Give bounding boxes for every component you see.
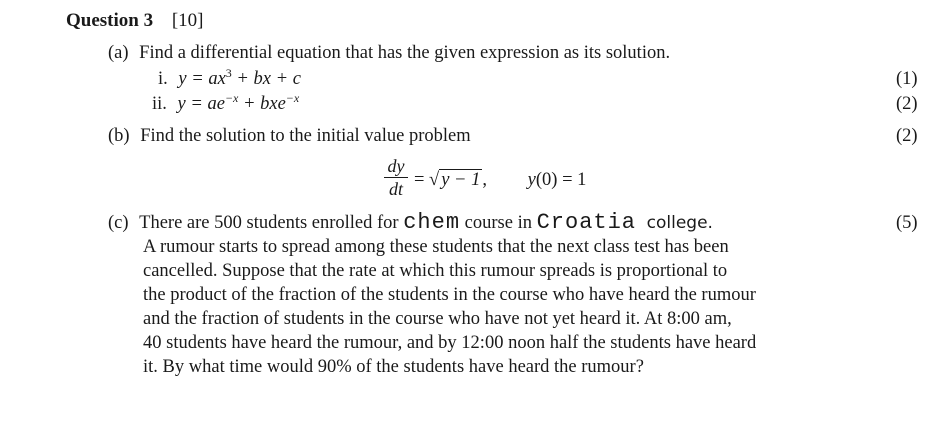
question-title: Question 3 xyxy=(66,10,154,31)
question-total-marks: [10] xyxy=(171,10,204,31)
part-a-item-1-marks: (1) xyxy=(896,69,918,89)
part-c-line-5: and the fraction of students in the course who have not yet heard it. At 8:00 am, xyxy=(143,309,732,329)
initial-value-equation: = √ y − 1 , y(0) = 1 xyxy=(414,170,587,190)
part-b-marks: (2) xyxy=(896,126,918,146)
part-c-place-name: Croatia xyxy=(536,210,637,235)
part-a-item-2-label: ii. xyxy=(152,94,167,114)
part-a-item-2-marks: (2) xyxy=(896,94,918,114)
part-b-text: Find the solution to the initial value problem xyxy=(140,126,471,146)
part-c-line-2: A rumour starts to spread among these students that the next class test has been xyxy=(143,237,729,257)
part-a-text: Find a differential equation that has the given expression as its solution. xyxy=(139,43,671,63)
question-header xyxy=(66,10,204,32)
derivative-fraction: dy dt xyxy=(384,156,408,199)
part-a-item-1-expression: $y = ax^3$ + bx + c xyxy=(178,66,301,89)
part-a-item-2 xyxy=(152,93,299,116)
part-a-item-1 xyxy=(158,68,301,91)
part-b-line xyxy=(108,125,471,147)
part-c-text-3: college. xyxy=(646,213,713,233)
part-a-item-2-expression: $y = ae^{-x} + bxe^{-x}$ xyxy=(177,91,300,114)
part-b-label: (b) xyxy=(108,126,130,146)
part-c-line-6: 40 students have heard the rumour, and by 12:00 noon half the students have heard xyxy=(143,333,757,353)
part-c-text-2: course in xyxy=(464,213,532,233)
part-a-line xyxy=(108,42,670,64)
part-c-course-name: chem xyxy=(403,210,461,235)
part-c-marks: (5) xyxy=(896,213,918,233)
part-c-text-1: There are 500 students enrolled for xyxy=(139,213,399,233)
part-c-line-1 xyxy=(108,212,713,234)
part-a-label: (a) xyxy=(108,43,129,63)
part-a-item-1-label: i. xyxy=(158,69,168,89)
part-c-line-7: it. By what time would 90% of the students have heard the rumour? xyxy=(143,357,644,377)
part-c-label: (c) xyxy=(108,213,129,233)
part-c-line-3: cancelled. Suppose that the rate at which this rumour spreads is proportional to xyxy=(143,261,728,281)
part-c-line-4: the product of the fraction of the students in the course who have heard the rumour xyxy=(143,285,756,305)
